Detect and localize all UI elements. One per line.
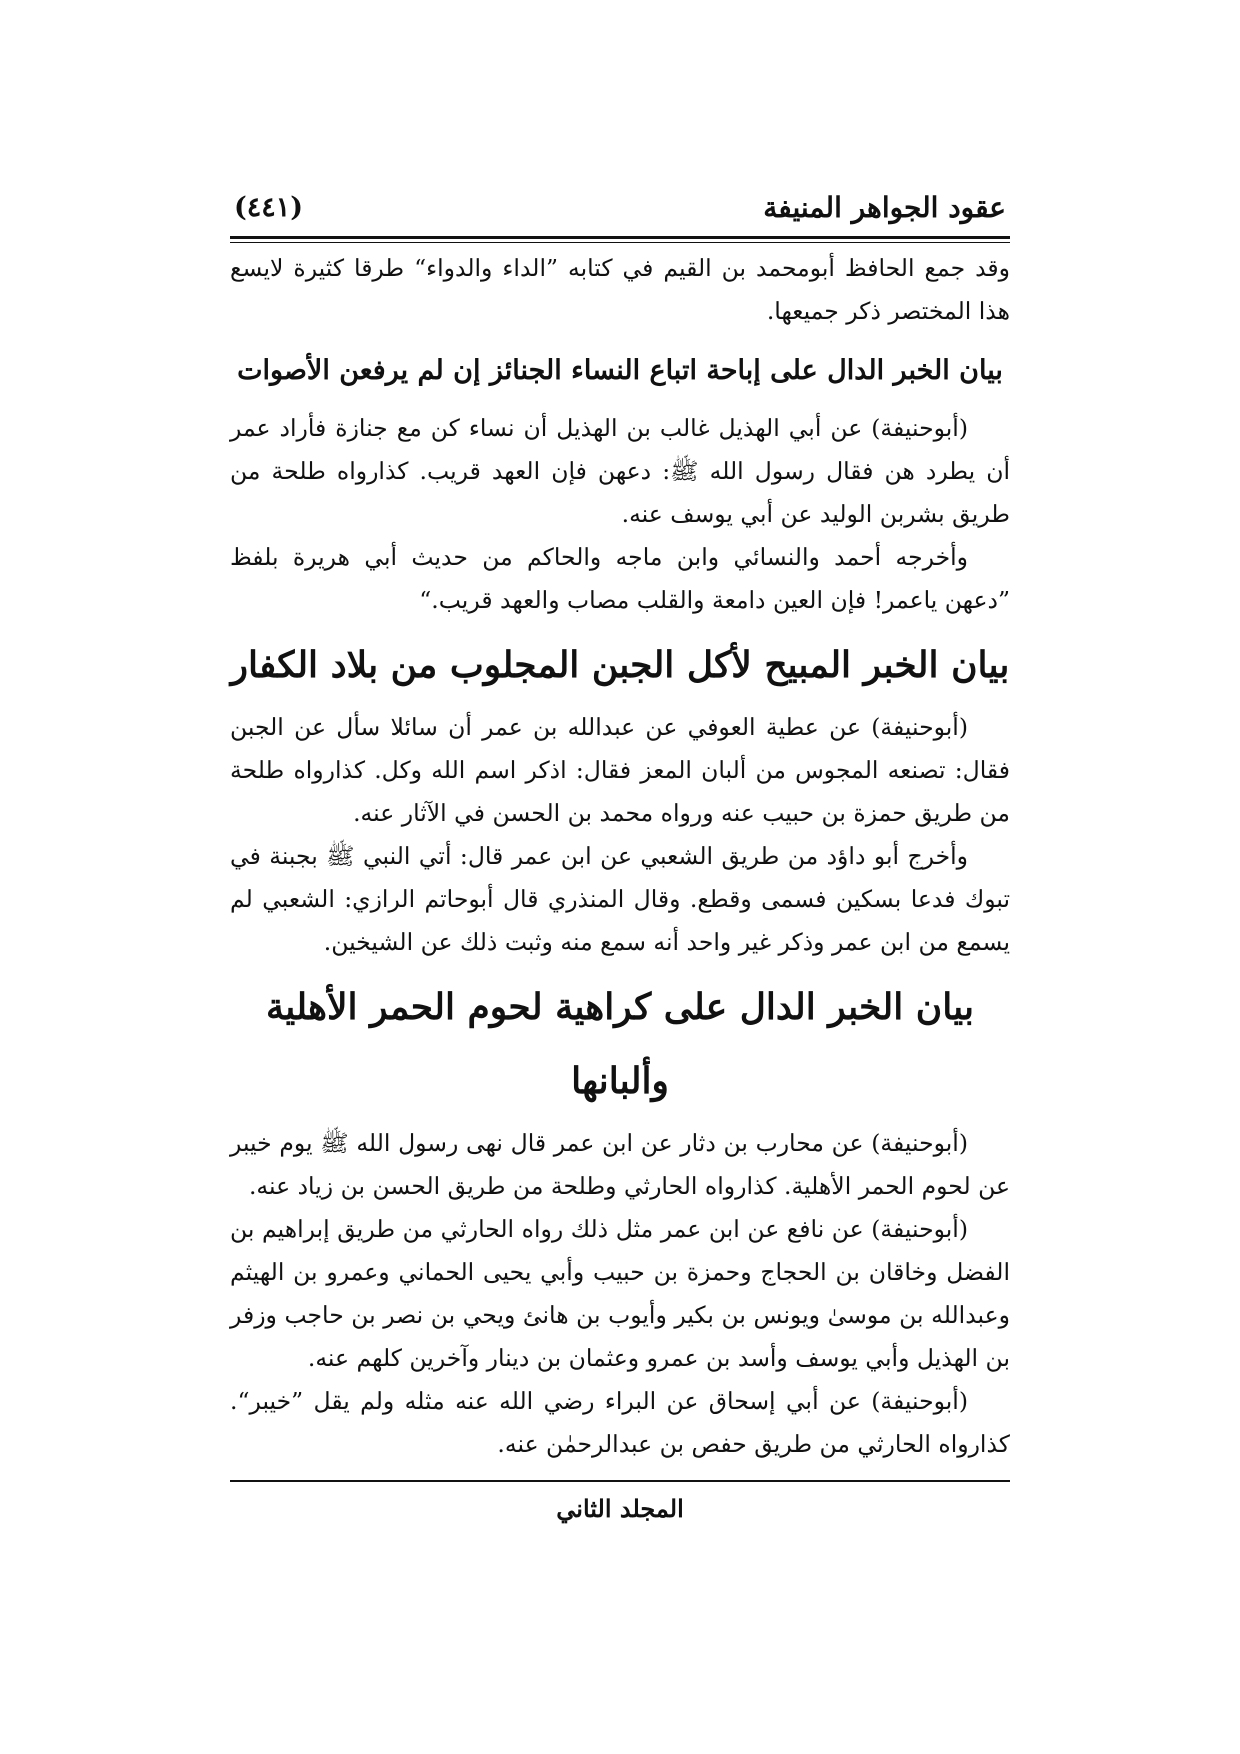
paragraph: (أبوحنيفة) عن أبي إسحاق عن البراء رضي الله عنه مثله ولم يقل ”خيبر“. كذارواه الحارثي من طريق حفص بن عبدالرحمٰن عنه. [230,1387,1010,1458]
section-heading-funerals: بيان الخبر الدال على إباحة اتباع النساء الجنائز إن لم يرفعن الأصوات [237,355,1003,386]
section-heading-cheese: بيان الخبر المبيح لأكل الجبن المجلوب من بلاد الكفار [230,644,1010,686]
paragraph: (أبوحنيفة) عن أبي الهذيل غالب بن الهذيل أن نساء كن مع جنازة فأراد عمر أن يطرد هن فقال رسول الله ﷺ: دعهن فإن العهد قريب. كذارواه طلحة من طريق بشربن الوليد عن أبي يوسف عنه. [230,414,1010,528]
book-title: عقود الجواهر المنيفة [763,191,1006,224]
footer-rule [230,1480,1010,1482]
running-header [230,180,1010,230]
header-rule [230,236,1010,243]
page-number: (٤٤١) [234,192,304,223]
intro-paragraph: وقد جمع الحافظ أبومحمد بن القيم في كتابه ”الداء والدواء“ طرقا كثيرة لايسع هذا المختصر ذكر جميعها. [230,254,1010,325]
paragraph: (أبوحنيفة) عن محارب بن دثار عن ابن عمر قال نهى رسول الله ﷺ يوم خيبر عن لحوم الحمر الأهلية. كذارواه الحارثي وطلحة من طريق الحسن بن زياد عنه. [230,1129,1010,1200]
paragraph: (أبوحنيفة) عن نافع عن ابن عمر مثل ذلك رواه الحارثي من طريق إبراهيم بن الفضل وخاقان بن الحجاج وحمزة بن حبيب وأبي يحيى الحماني وعمرو بن الهيثم وعبدالله بن موسىٰ ويونس بن بكير وأيوب بن هانئ ويحي بن نصر بن حاجب وزفر بن الهذيل وأبي يوسف وأسد بن عمرو وعثمان بن دينار وآخرين كلهم عنه. [230,1215,1010,1372]
paragraph: وأخرجه أحمد والنسائي وابن ماجه والحاكم من حديث أبي هريرة بلفظ ”دعهن ياعمر! فإن العين دامعة والقلب مصاب والعهد قريب.“ [230,543,1010,614]
volume-label: المجلد الثاني [556,1494,684,1523]
paragraph: وأخرج أبو داؤد من طريق الشعبي عن ابن عمر قال: أتي النبي ﷺ بجبنة في تبوك فدعا بسكين فسمى وقطع. وقال المنذري قال أبوحاتم الرازي: الشعبي لم يسمع من ابن عمر وذكر غير واحد أنه سمع منه وثبت ذلك عن الشيخين. [230,842,1010,956]
book-page [230,180,1010,1600]
section-heading-donkeys: بيان الخبر الدال على كراهية لحوم الحمر الأهلية وألبانها [265,986,975,1102]
paragraph: (أبوحنيفة) عن عطية العوفي عن عبدالله بن عمر أن سائلا سأل عن الجبن فقال: تصنعه المجوس من ألبان المعز فقال: اذكر اسم الله وكل. كذارواه طلحة من طريق حمزة بن حبيب عنه ورواه محمد بن الحسن في الآثار عنه. [230,713,1010,827]
page-body [230,247,1010,1466]
